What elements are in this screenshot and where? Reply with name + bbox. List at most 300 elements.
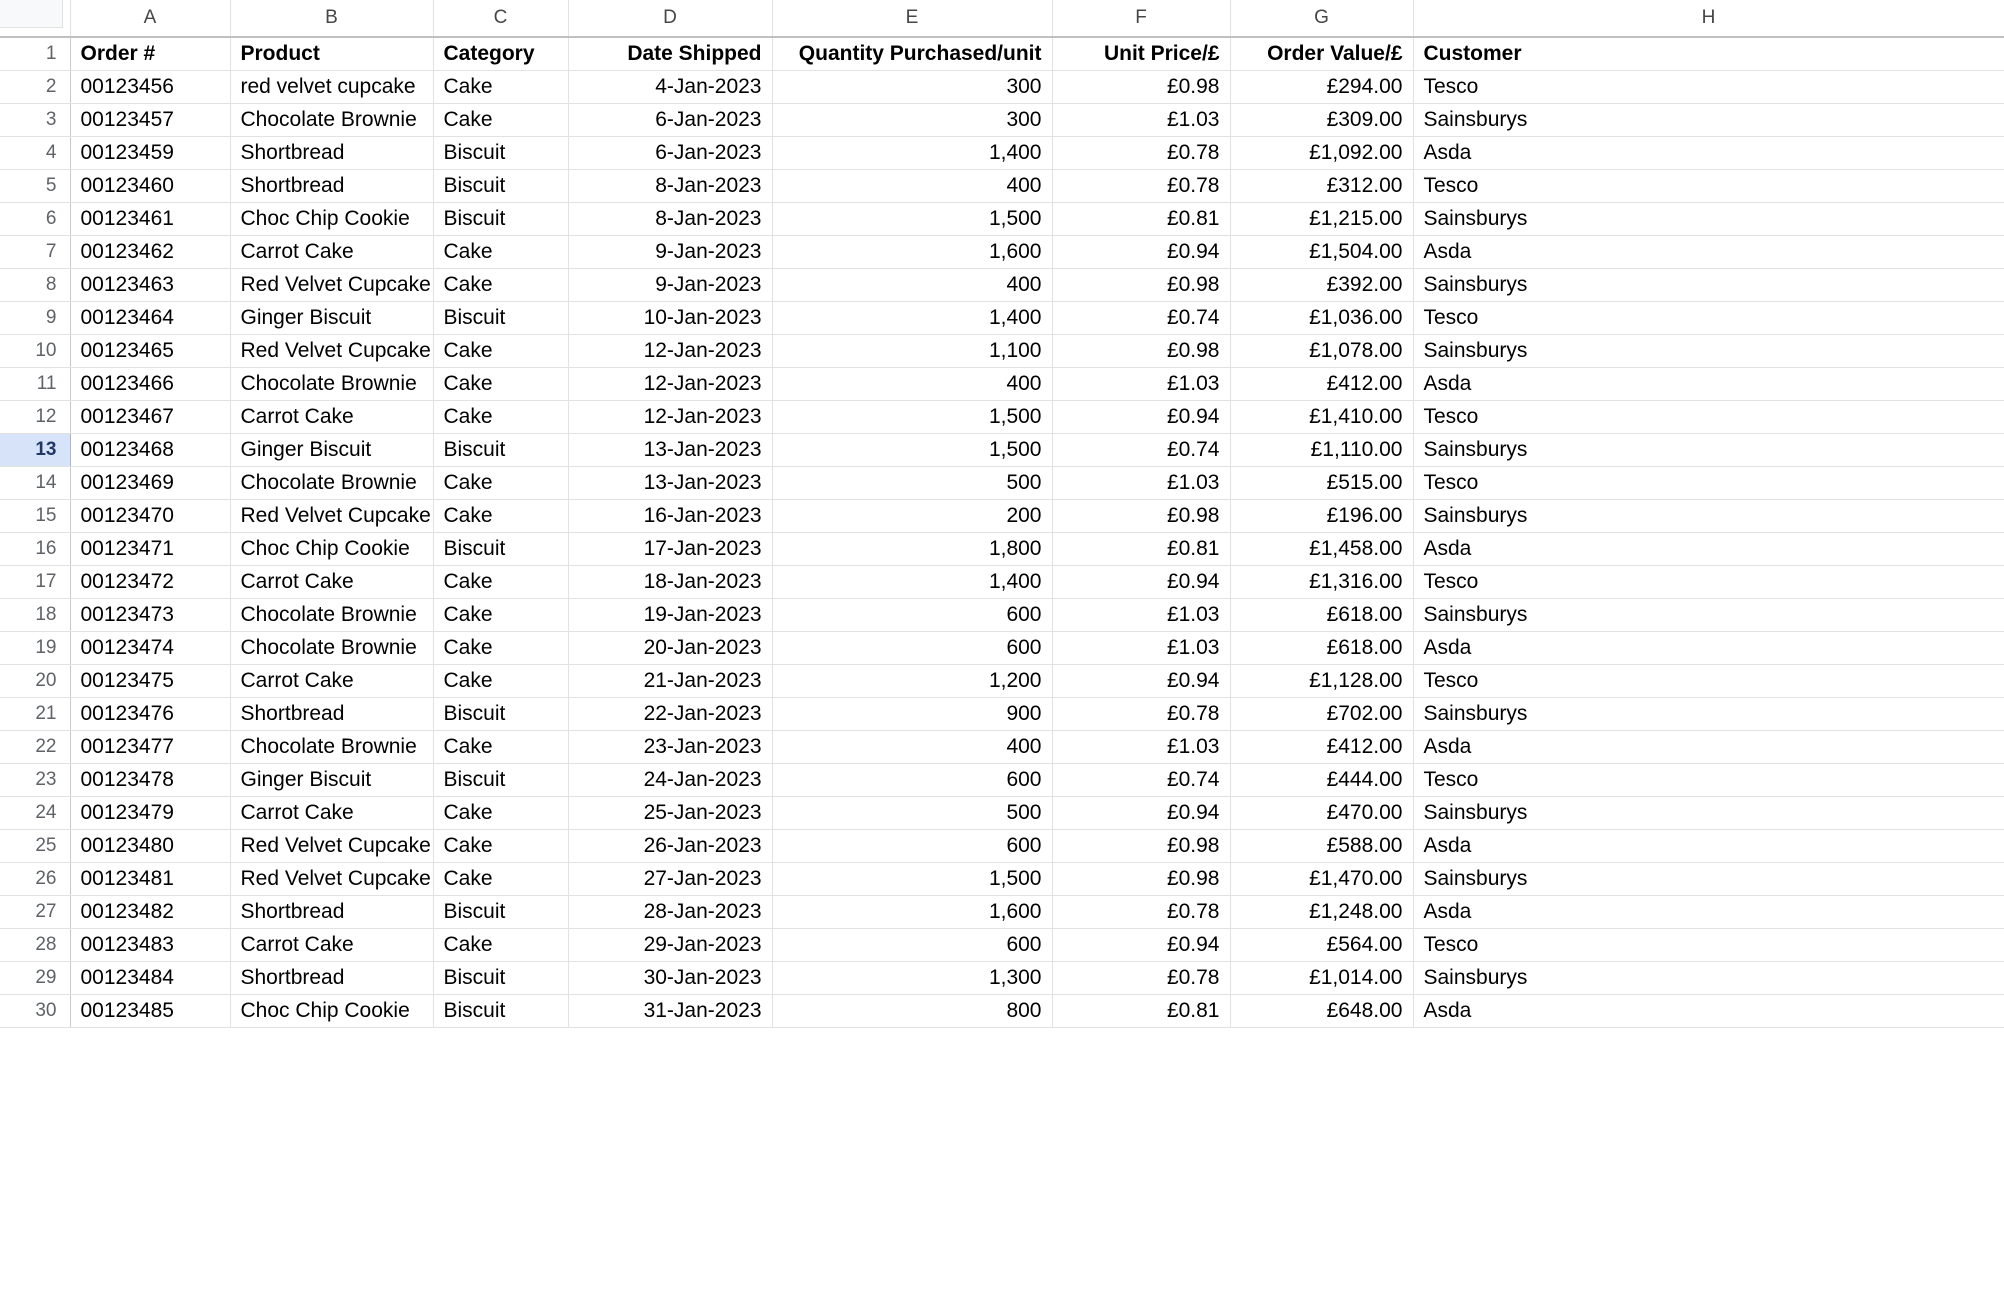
grid-cell[interactable]: 1,500 <box>772 862 1052 895</box>
table-row[interactable] <box>0 202 2004 235</box>
grid-cell[interactable]: £1.03 <box>1052 466 1230 499</box>
column-title-cell[interactable]: Order # <box>70 37 230 70</box>
grid-cell[interactable]: £0.98 <box>1052 268 1230 301</box>
grid-cell[interactable]: £0.74 <box>1052 433 1230 466</box>
grid-cell[interactable]: £294.00 <box>1230 70 1413 103</box>
grid-cell[interactable]: £0.94 <box>1052 565 1230 598</box>
grid-cell[interactable]: Red Velvet Cupcake <box>230 334 433 367</box>
grid-cell[interactable]: 6-Jan-2023 <box>568 136 772 169</box>
column-title-cell[interactable]: Quantity Purchased/unit <box>772 37 1052 70</box>
grid-cell[interactable]: Ginger Biscuit <box>230 763 433 796</box>
grid-cell[interactable]: Cake <box>433 103 568 136</box>
grid-cell[interactable]: Asda <box>1413 532 2004 565</box>
grid-cell[interactable]: £1,110.00 <box>1230 433 1413 466</box>
grid-cell[interactable]: 8-Jan-2023 <box>568 169 772 202</box>
grid-cell[interactable]: Biscuit <box>433 301 568 334</box>
grid-cell[interactable]: £1,410.00 <box>1230 400 1413 433</box>
grid-cell[interactable]: red velvet cupcake <box>230 70 433 103</box>
table-row[interactable] <box>0 400 2004 433</box>
table-row[interactable] <box>0 961 2004 994</box>
grid-cell[interactable]: 30-Jan-2023 <box>568 961 772 994</box>
grid-cell[interactable]: Choc Chip Cookie <box>230 994 433 1027</box>
grid-cell[interactable]: £0.78 <box>1052 136 1230 169</box>
select-all-corner[interactable] <box>0 0 70 37</box>
row-header-17[interactable]: 17 <box>0 565 70 598</box>
grid-cell[interactable]: Cake <box>433 631 568 664</box>
grid-cell[interactable]: £196.00 <box>1230 499 1413 532</box>
grid-cell[interactable]: Shortbread <box>230 697 433 730</box>
grid-cell[interactable]: £0.98 <box>1052 829 1230 862</box>
grid-cell[interactable]: 13-Jan-2023 <box>568 466 772 499</box>
grid-cell[interactable]: Cake <box>433 730 568 763</box>
table-row[interactable] <box>0 664 2004 697</box>
table-row[interactable] <box>0 70 2004 103</box>
grid-cell[interactable]: 1,400 <box>772 301 1052 334</box>
grid-cell[interactable]: 00123461 <box>70 202 230 235</box>
grid-cell[interactable]: £0.98 <box>1052 499 1230 532</box>
grid-cell[interactable]: Shortbread <box>230 136 433 169</box>
grid-cell[interactable]: 31-Jan-2023 <box>568 994 772 1027</box>
table-row[interactable] <box>0 598 2004 631</box>
grid-cell[interactable]: £0.74 <box>1052 301 1230 334</box>
grid-cell[interactable]: Cake <box>433 928 568 961</box>
table-row[interactable] <box>0 103 2004 136</box>
grid-cell[interactable]: Red Velvet Cupcake <box>230 829 433 862</box>
grid-cell[interactable]: Tesco <box>1413 664 2004 697</box>
table-row[interactable] <box>0 763 2004 796</box>
grid-cell[interactable]: £470.00 <box>1230 796 1413 829</box>
grid-cell[interactable]: £0.81 <box>1052 202 1230 235</box>
grid-cell[interactable]: Tesco <box>1413 928 2004 961</box>
grid-cell[interactable]: 25-Jan-2023 <box>568 796 772 829</box>
grid-cell[interactable]: Biscuit <box>433 433 568 466</box>
grid-cell[interactable]: 600 <box>772 763 1052 796</box>
table-row[interactable] <box>0 334 2004 367</box>
row-header-14[interactable]: 14 <box>0 466 70 499</box>
column-header-d[interactable]: D <box>568 0 772 37</box>
table-row[interactable] <box>0 532 2004 565</box>
grid-cell[interactable]: £444.00 <box>1230 763 1413 796</box>
grid-cell[interactable]: 6-Jan-2023 <box>568 103 772 136</box>
grid-cell[interactable]: 1,600 <box>772 235 1052 268</box>
table-row[interactable] <box>0 268 2004 301</box>
grid-cell[interactable]: 00123470 <box>70 499 230 532</box>
grid-cell[interactable]: Biscuit <box>433 697 568 730</box>
grid-cell[interactable]: 300 <box>772 70 1052 103</box>
column-title-cell[interactable]: Category <box>433 37 568 70</box>
grid-cell[interactable]: 1,500 <box>772 433 1052 466</box>
grid-cell[interactable]: £1,316.00 <box>1230 565 1413 598</box>
row-header-5[interactable]: 5 <box>0 169 70 202</box>
grid-cell[interactable]: £588.00 <box>1230 829 1413 862</box>
column-title-cell[interactable]: Product <box>230 37 433 70</box>
grid-cell[interactable]: 00123479 <box>70 796 230 829</box>
grid-cell[interactable]: 00123484 <box>70 961 230 994</box>
grid-cell[interactable]: £0.81 <box>1052 532 1230 565</box>
grid-cell[interactable]: Cake <box>433 367 568 400</box>
row-header-23[interactable]: 23 <box>0 763 70 796</box>
grid-cell[interactable]: £0.98 <box>1052 334 1230 367</box>
row-header-19[interactable]: 19 <box>0 631 70 664</box>
grid-cell[interactable]: Tesco <box>1413 301 2004 334</box>
grid-cell[interactable]: Asda <box>1413 730 2004 763</box>
grid-cell[interactable]: Sainsburys <box>1413 697 2004 730</box>
grid-cell[interactable]: £0.94 <box>1052 796 1230 829</box>
grid-cell[interactable]: 1,500 <box>772 400 1052 433</box>
grid-cell[interactable]: 400 <box>772 730 1052 763</box>
row-header-24[interactable]: 24 <box>0 796 70 829</box>
grid-cell[interactable]: 9-Jan-2023 <box>568 235 772 268</box>
grid-cell[interactable]: Tesco <box>1413 466 2004 499</box>
row-header-20[interactable]: 20 <box>0 664 70 697</box>
column-header-b[interactable]: B <box>230 0 433 37</box>
grid-cell[interactable]: Asda <box>1413 367 2004 400</box>
grid-cell[interactable]: £0.94 <box>1052 928 1230 961</box>
grid-cell[interactable]: £1,458.00 <box>1230 532 1413 565</box>
row-header-21[interactable]: 21 <box>0 697 70 730</box>
grid-cell[interactable]: 10-Jan-2023 <box>568 301 772 334</box>
table-row[interactable] <box>0 796 2004 829</box>
grid-cell[interactable]: 600 <box>772 928 1052 961</box>
grid-cell[interactable]: 00123466 <box>70 367 230 400</box>
row-header-25[interactable]: 25 <box>0 829 70 862</box>
row-header-1[interactable]: 1 <box>0 37 70 70</box>
grid-cell[interactable]: £1,248.00 <box>1230 895 1413 928</box>
grid-cell[interactable]: 300 <box>772 103 1052 136</box>
grid-cell[interactable]: £1,504.00 <box>1230 235 1413 268</box>
grid-cell[interactable]: Sainsburys <box>1413 103 2004 136</box>
grid-cell[interactable]: Shortbread <box>230 961 433 994</box>
grid-cell[interactable]: 400 <box>772 268 1052 301</box>
table-row[interactable] <box>0 730 2004 763</box>
grid-cell[interactable]: 16-Jan-2023 <box>568 499 772 532</box>
grid-cell[interactable]: Red Velvet Cupcake <box>230 499 433 532</box>
column-header-g[interactable]: G <box>1230 0 1413 37</box>
grid-cell[interactable]: 9-Jan-2023 <box>568 268 772 301</box>
grid-cell[interactable]: Cake <box>433 664 568 697</box>
row-header-4[interactable]: 4 <box>0 136 70 169</box>
grid-cell[interactable]: Tesco <box>1413 763 2004 796</box>
grid-cell[interactable]: £1.03 <box>1052 598 1230 631</box>
grid-cell[interactable]: £0.81 <box>1052 994 1230 1027</box>
grid-cell[interactable]: 00123469 <box>70 466 230 499</box>
grid-cell[interactable]: 00123478 <box>70 763 230 796</box>
grid-cell[interactable]: Sainsburys <box>1413 334 2004 367</box>
grid-cell[interactable]: Asda <box>1413 895 2004 928</box>
grid-cell[interactable]: Cake <box>433 796 568 829</box>
grid-cell[interactable]: 00123464 <box>70 301 230 334</box>
row-header-13[interactable]: 13 <box>0 433 70 466</box>
table-row[interactable] <box>0 499 2004 532</box>
grid-cell[interactable]: Cake <box>433 268 568 301</box>
grid-cell[interactable]: 21-Jan-2023 <box>568 664 772 697</box>
grid-cell[interactable]: Asda <box>1413 994 2004 1027</box>
grid-cell[interactable]: £1.03 <box>1052 103 1230 136</box>
grid-cell[interactable]: Tesco <box>1413 70 2004 103</box>
grid-cell[interactable]: 29-Jan-2023 <box>568 928 772 961</box>
grid-cell[interactable]: 1,200 <box>772 664 1052 697</box>
grid-cell[interactable]: Carrot Cake <box>230 400 433 433</box>
grid-cell[interactable]: Red Velvet Cupcake <box>230 862 433 895</box>
grid-cell[interactable]: 00123463 <box>70 268 230 301</box>
grid-cell[interactable]: 26-Jan-2023 <box>568 829 772 862</box>
grid-cell[interactable]: 00123475 <box>70 664 230 697</box>
grid-cell[interactable]: 00123457 <box>70 103 230 136</box>
grid-cell[interactable]: £702.00 <box>1230 697 1413 730</box>
grid-cell[interactable]: 1,300 <box>772 961 1052 994</box>
grid-cell[interactable]: Cake <box>433 400 568 433</box>
grid-cell[interactable]: 00123482 <box>70 895 230 928</box>
grid-cell[interactable]: £1.03 <box>1052 367 1230 400</box>
grid-cell[interactable]: 00123480 <box>70 829 230 862</box>
grid-cell[interactable]: Carrot Cake <box>230 664 433 697</box>
table-row[interactable] <box>0 367 2004 400</box>
grid-cell[interactable]: Asda <box>1413 235 2004 268</box>
grid-cell[interactable]: 28-Jan-2023 <box>568 895 772 928</box>
grid-cell[interactable]: Choc Chip Cookie <box>230 202 433 235</box>
row-header-30[interactable]: 30 <box>0 994 70 1027</box>
grid-cell[interactable]: 00123467 <box>70 400 230 433</box>
table-row[interactable] <box>0 631 2004 664</box>
grid-cell[interactable]: Carrot Cake <box>230 235 433 268</box>
grid-cell[interactable]: Biscuit <box>433 136 568 169</box>
grid-cell[interactable]: £1,128.00 <box>1230 664 1413 697</box>
grid-cell[interactable]: 00123459 <box>70 136 230 169</box>
grid-cell[interactable]: Carrot Cake <box>230 928 433 961</box>
grid-cell[interactable]: Sainsburys <box>1413 268 2004 301</box>
grid-cell[interactable]: 24-Jan-2023 <box>568 763 772 796</box>
grid-cell[interactable]: Sainsburys <box>1413 202 2004 235</box>
grid-cell[interactable]: 00123462 <box>70 235 230 268</box>
grid-cell[interactable]: Asda <box>1413 829 2004 862</box>
grid-cell[interactable]: 13-Jan-2023 <box>568 433 772 466</box>
row-header-16[interactable]: 16 <box>0 532 70 565</box>
grid-cell[interactable]: Chocolate Brownie <box>230 598 433 631</box>
table-row[interactable] <box>0 895 2004 928</box>
grid-cell[interactable]: 22-Jan-2023 <box>568 697 772 730</box>
grid-cell[interactable]: Chocolate Brownie <box>230 367 433 400</box>
grid-cell[interactable]: 1,100 <box>772 334 1052 367</box>
grid-cell[interactable]: 00123481 <box>70 862 230 895</box>
grid-cell[interactable]: Sainsburys <box>1413 598 2004 631</box>
grid-cell[interactable]: 4-Jan-2023 <box>568 70 772 103</box>
grid-cell[interactable]: £0.94 <box>1052 664 1230 697</box>
grid-cell[interactable]: 1,800 <box>772 532 1052 565</box>
grid-cell[interactable]: Asda <box>1413 631 2004 664</box>
grid-cell[interactable]: £0.78 <box>1052 895 1230 928</box>
grid-cell[interactable]: 00123476 <box>70 697 230 730</box>
grid-cell[interactable]: 1,600 <box>772 895 1052 928</box>
row-header-9[interactable]: 9 <box>0 301 70 334</box>
grid-cell[interactable]: 800 <box>772 994 1052 1027</box>
grid-cell[interactable]: Sainsburys <box>1413 862 2004 895</box>
grid-cell[interactable]: 12-Jan-2023 <box>568 367 772 400</box>
column-header-a[interactable]: A <box>70 0 230 37</box>
grid-cell[interactable]: Sainsburys <box>1413 433 2004 466</box>
grid-cell[interactable]: 400 <box>772 367 1052 400</box>
column-title-cell[interactable]: Customer <box>1413 37 2004 70</box>
grid-cell[interactable]: £1.03 <box>1052 730 1230 763</box>
table-row[interactable] <box>0 169 2004 202</box>
grid-cell[interactable]: Asda <box>1413 136 2004 169</box>
grid-cell[interactable]: 20-Jan-2023 <box>568 631 772 664</box>
grid-cell[interactable]: 00123472 <box>70 565 230 598</box>
grid-cell[interactable]: Cake <box>433 565 568 598</box>
table-row[interactable] <box>0 829 2004 862</box>
grid-cell[interactable]: £312.00 <box>1230 169 1413 202</box>
grid-cell[interactable]: £0.78 <box>1052 961 1230 994</box>
grid-cell[interactable]: Chocolate Brownie <box>230 730 433 763</box>
grid-cell[interactable]: 1,400 <box>772 565 1052 598</box>
grid-cell[interactable]: £0.78 <box>1052 169 1230 202</box>
grid-cell[interactable]: 500 <box>772 796 1052 829</box>
grid-cell[interactable]: 400 <box>772 169 1052 202</box>
row-header-15[interactable]: 15 <box>0 499 70 532</box>
grid-cell[interactable]: Ginger Biscuit <box>230 433 433 466</box>
row-header-10[interactable]: 10 <box>0 334 70 367</box>
grid-cell[interactable]: Cake <box>433 862 568 895</box>
grid-cell[interactable]: £515.00 <box>1230 466 1413 499</box>
grid-cell[interactable]: £309.00 <box>1230 103 1413 136</box>
grid-cell[interactable]: Biscuit <box>433 202 568 235</box>
grid-cell[interactable]: Tesco <box>1413 169 2004 202</box>
grid-cell[interactable]: 18-Jan-2023 <box>568 565 772 598</box>
grid-cell[interactable]: Biscuit <box>433 532 568 565</box>
grid-cell[interactable]: 200 <box>772 499 1052 532</box>
grid-cell[interactable]: 00123477 <box>70 730 230 763</box>
grid-cell[interactable]: £1,078.00 <box>1230 334 1413 367</box>
grid-cell[interactable]: Tesco <box>1413 565 2004 598</box>
grid-cell[interactable]: 00123468 <box>70 433 230 466</box>
grid-cell[interactable]: 500 <box>772 466 1052 499</box>
grid-cell[interactable]: £618.00 <box>1230 598 1413 631</box>
grid-cell[interactable]: Sainsburys <box>1413 499 2004 532</box>
grid-cell[interactable]: 00123471 <box>70 532 230 565</box>
table-row[interactable] <box>0 565 2004 598</box>
row-header-27[interactable]: 27 <box>0 895 70 928</box>
row-header-22[interactable]: 22 <box>0 730 70 763</box>
grid-cell[interactable]: Sainsburys <box>1413 796 2004 829</box>
grid-cell[interactable]: Biscuit <box>433 763 568 796</box>
grid-cell[interactable]: £412.00 <box>1230 367 1413 400</box>
grid-cell[interactable]: 12-Jan-2023 <box>568 400 772 433</box>
table-row[interactable] <box>0 466 2004 499</box>
column-header-f[interactable]: F <box>1052 0 1230 37</box>
grid-cell[interactable]: 600 <box>772 829 1052 862</box>
grid-cell[interactable]: Biscuit <box>433 961 568 994</box>
grid-cell[interactable]: Biscuit <box>433 169 568 202</box>
grid-cell[interactable]: 19-Jan-2023 <box>568 598 772 631</box>
grid-cell[interactable]: £1.03 <box>1052 631 1230 664</box>
row-header-11[interactable]: 11 <box>0 367 70 400</box>
grid-cell[interactable]: Cake <box>433 499 568 532</box>
grid-cell[interactable]: £1,092.00 <box>1230 136 1413 169</box>
grid-cell[interactable]: Chocolate Brownie <box>230 466 433 499</box>
grid-cell[interactable]: £1,470.00 <box>1230 862 1413 895</box>
grid-cell[interactable]: 1,400 <box>772 136 1052 169</box>
row-header-7[interactable]: 7 <box>0 235 70 268</box>
table-row[interactable] <box>0 994 2004 1027</box>
grid-cell[interactable]: £0.74 <box>1052 763 1230 796</box>
grid-cell[interactable]: 12-Jan-2023 <box>568 334 772 367</box>
row-header-29[interactable]: 29 <box>0 961 70 994</box>
grid-cell[interactable]: £392.00 <box>1230 268 1413 301</box>
grid-cell[interactable]: Ginger Biscuit <box>230 301 433 334</box>
table-row[interactable] <box>0 235 2004 268</box>
row-header-3[interactable]: 3 <box>0 103 70 136</box>
grid-cell[interactable]: £0.98 <box>1052 70 1230 103</box>
grid-cell[interactable]: £648.00 <box>1230 994 1413 1027</box>
grid-cell[interactable]: Shortbread <box>230 895 433 928</box>
grid-cell[interactable]: Choc Chip Cookie <box>230 532 433 565</box>
table-row[interactable] <box>0 928 2004 961</box>
grid-cell[interactable]: Biscuit <box>433 994 568 1027</box>
grid-cell[interactable]: £0.94 <box>1052 235 1230 268</box>
grid-cell[interactable]: 8-Jan-2023 <box>568 202 772 235</box>
grid-cell[interactable]: 00123485 <box>70 994 230 1027</box>
grid-cell[interactable]: 17-Jan-2023 <box>568 532 772 565</box>
grid-cell[interactable]: £1,215.00 <box>1230 202 1413 235</box>
grid-cell[interactable]: £564.00 <box>1230 928 1413 961</box>
column-header-c[interactable]: C <box>433 0 568 37</box>
grid-cell[interactable]: £0.94 <box>1052 400 1230 433</box>
grid-cell[interactable]: 27-Jan-2023 <box>568 862 772 895</box>
grid-cell[interactable]: Sainsburys <box>1413 961 2004 994</box>
grid-cell[interactable]: Cake <box>433 70 568 103</box>
grid-cell[interactable]: 00123456 <box>70 70 230 103</box>
column-title-cell[interactable]: Order Value/£ <box>1230 37 1413 70</box>
grid-cell[interactable]: Shortbread <box>230 169 433 202</box>
grid-cell[interactable]: Cake <box>433 598 568 631</box>
grid-cell[interactable]: Tesco <box>1413 400 2004 433</box>
grid-cell[interactable]: £1,014.00 <box>1230 961 1413 994</box>
column-title-cell[interactable]: Unit Price/£ <box>1052 37 1230 70</box>
grid-cell[interactable]: Chocolate Brownie <box>230 103 433 136</box>
grid-cell[interactable]: £618.00 <box>1230 631 1413 664</box>
grid-cell[interactable]: Biscuit <box>433 895 568 928</box>
column-header-h[interactable]: H <box>1413 0 2004 37</box>
grid-cell[interactable]: 00123473 <box>70 598 230 631</box>
grid-cell[interactable]: 900 <box>772 697 1052 730</box>
row-header-2[interactable]: 2 <box>0 70 70 103</box>
grid-cell[interactable]: 600 <box>772 631 1052 664</box>
row-header-12[interactable]: 12 <box>0 400 70 433</box>
grid-cell[interactable]: 00123474 <box>70 631 230 664</box>
grid-cell[interactable]: Cake <box>433 466 568 499</box>
grid-cell[interactable]: £1,036.00 <box>1230 301 1413 334</box>
table-row[interactable] <box>0 433 2004 466</box>
grid-cell[interactable]: Cake <box>433 235 568 268</box>
grid-cell[interactable]: £0.78 <box>1052 697 1230 730</box>
grid-cell[interactable]: £412.00 <box>1230 730 1413 763</box>
table-row[interactable] <box>0 136 2004 169</box>
column-header-e[interactable]: E <box>772 0 1052 37</box>
grid-cell[interactable]: 00123460 <box>70 169 230 202</box>
column-title-cell[interactable]: Date Shipped <box>568 37 772 70</box>
table-row[interactable] <box>0 301 2004 334</box>
grid-cell[interactable]: Cake <box>433 829 568 862</box>
grid-cell[interactable]: 00123483 <box>70 928 230 961</box>
grid-cell[interactable]: 23-Jan-2023 <box>568 730 772 763</box>
grid-cell[interactable]: £0.98 <box>1052 862 1230 895</box>
table-row[interactable] <box>0 862 2004 895</box>
grid-cell[interactable]: Carrot Cake <box>230 565 433 598</box>
row-header-26[interactable]: 26 <box>0 862 70 895</box>
row-header-8[interactable]: 8 <box>0 268 70 301</box>
grid-cell[interactable]: Red Velvet Cupcake <box>230 268 433 301</box>
grid-cell[interactable]: 00123465 <box>70 334 230 367</box>
grid-cell[interactable]: Chocolate Brownie <box>230 631 433 664</box>
